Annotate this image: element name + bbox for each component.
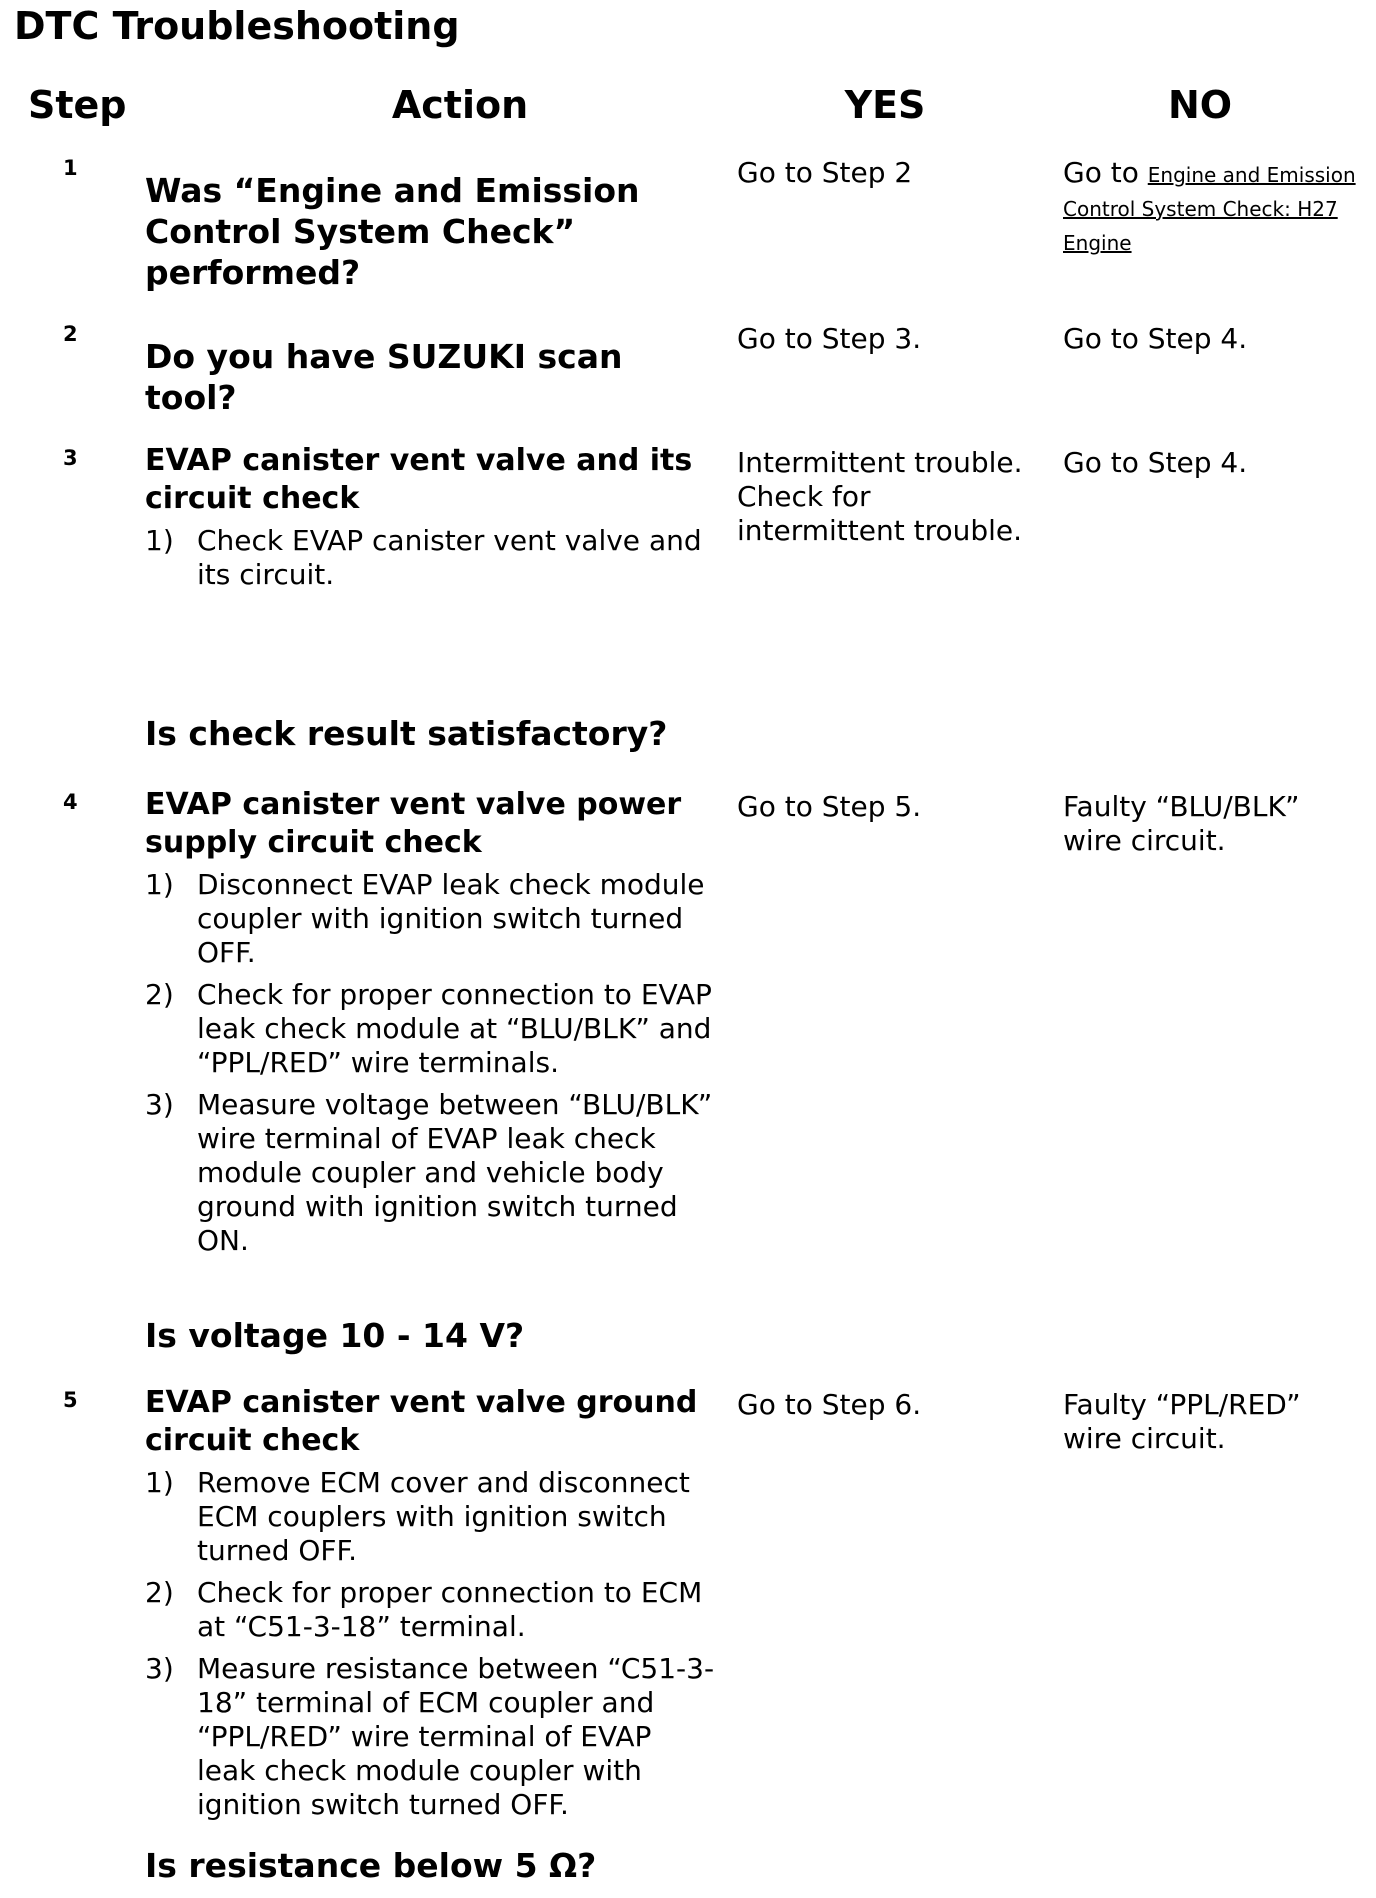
header-action: Action: [391, 83, 529, 127]
substep-number: 1): [145, 1466, 174, 1499]
step-number: 2: [63, 322, 78, 346]
header-step: Step: [28, 83, 127, 127]
header-yes: YES: [844, 83, 926, 127]
engine-emission-check-link[interactable]: Engine and Emission Control System Check: H27 Engine: [1063, 163, 1356, 255]
step-title: EVAP canister vent valve ground circuit check: [145, 1385, 698, 1458]
substep-text: Remove ECM cover and disconnect ECM couplers with ignition switch turned OFF.: [197, 1466, 690, 1567]
step-question: Is voltage 10 - 14 V?: [145, 1316, 525, 1355]
substep-number: 1): [145, 868, 174, 901]
substep-number: 3): [145, 1652, 174, 1685]
step-number: 1: [63, 156, 78, 180]
step-question: Is resistance below 5 Ω?: [145, 1846, 597, 1885]
yes-result: Go to Step 6.: [737, 1388, 922, 1421]
substep: [145, 1576, 715, 1644]
substep-text: Check for proper connection to EVAP leak check module at “BLU/BLK” and “PPL/RED” wire terminals.: [197, 978, 712, 1079]
substep-number: 1): [145, 524, 174, 557]
yes-result: Intermittent trouble. Check for intermittent trouble.: [737, 446, 1023, 547]
substep: [145, 524, 715, 592]
substep-list: [145, 1466, 715, 1830]
substep: [145, 868, 715, 970]
substep: [145, 1652, 715, 1822]
no-result: Faulty “PPL/RED” wire circuit.: [1063, 1388, 1301, 1455]
step-title: EVAP canister vent valve and its circuit check: [145, 443, 693, 516]
step-number: 4: [63, 790, 78, 814]
no-result-prefix: Go to: [1063, 156, 1139, 189]
yes-result: Go to Step 2: [737, 156, 913, 189]
step-question: Was “Engine and Emission Control System Check” performed?: [145, 171, 640, 292]
no-result: Go to Step 4.: [1063, 322, 1248, 355]
substep-number: 2): [145, 1576, 174, 1609]
substep: [145, 978, 715, 1080]
substep-list: [145, 524, 715, 600]
substep-text: Check for proper connection to ECM at “C51-3-18” terminal.: [197, 1576, 703, 1643]
no-result: Faulty “BLU/BLK” wire circuit.: [1063, 790, 1300, 857]
step-number: 3: [63, 446, 78, 470]
header-no: NO: [1167, 83, 1233, 127]
yes-result: Go to Step 3.: [737, 322, 922, 355]
substep-text: Disconnect EVAP leak check module coupler with ignition switch turned OFF.: [197, 868, 705, 969]
no-result: Go to Step 4.: [1063, 446, 1248, 479]
substep: [145, 1466, 715, 1568]
substep-number: 3): [145, 1088, 174, 1121]
step-question: Do you have SUZUKI scan tool?: [145, 337, 623, 417]
step-question: Is check result satisfactory?: [145, 714, 668, 753]
page-title: DTC Troubleshooting: [14, 4, 460, 48]
substep-list: [145, 868, 715, 1266]
substep-text: Measure voltage between “BLU/BLK” wire terminal of EVAP leak check module coupler and vehicle body ground with ignition switch turned ON.: [197, 1088, 713, 1257]
substep-number: 2): [145, 978, 174, 1011]
substep: [145, 1088, 715, 1258]
substep-text: Check EVAP canister vent valve and its circuit.: [197, 524, 702, 591]
step-number: 5: [63, 1388, 78, 1412]
no-result: [1063, 156, 1363, 258]
yes-result: Go to Step 5.: [737, 790, 922, 823]
step-title: EVAP canister vent valve power supply circuit check: [145, 787, 682, 860]
substep-text: Measure resistance between “C51-3-18” terminal of ECM coupler and “PPL/RED” wire terminal of EVAP leak check module coupler with ignition switch turned OFF.: [197, 1652, 715, 1821]
